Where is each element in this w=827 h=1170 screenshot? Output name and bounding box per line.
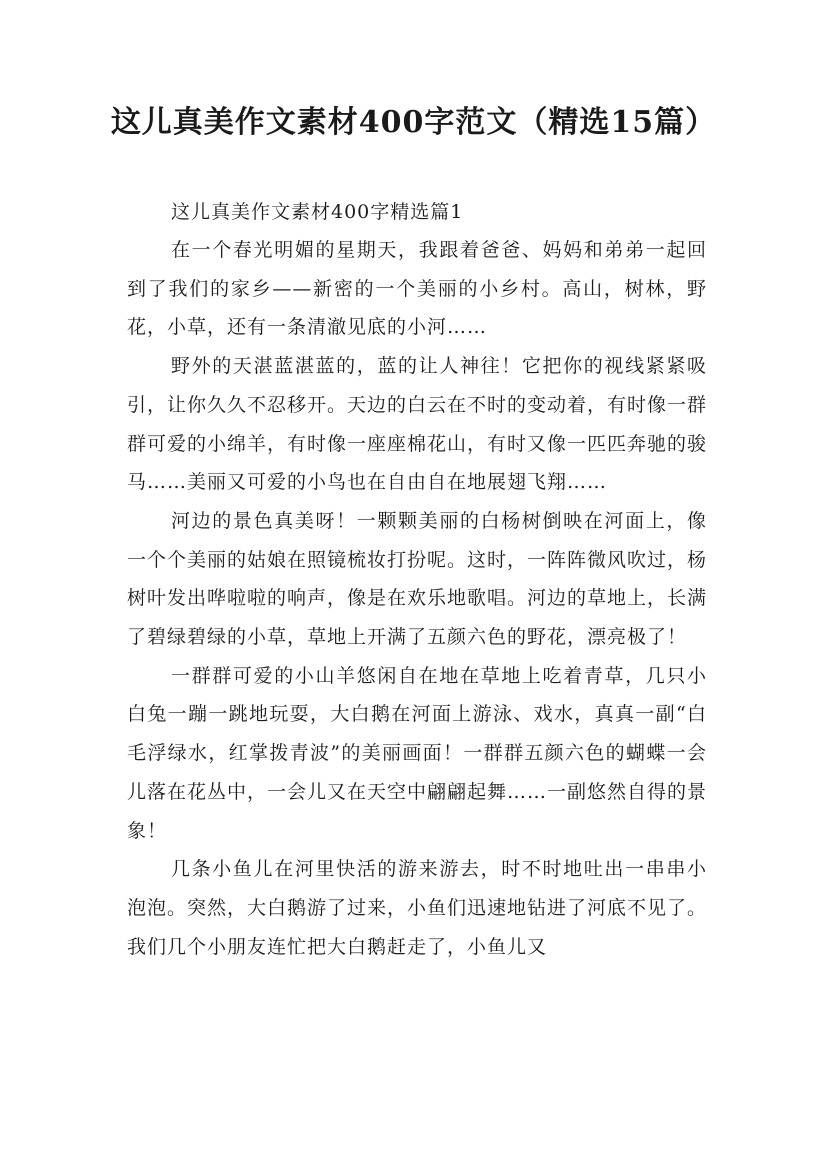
document-title: 这儿真美作文素材400字范文（精选15篇） xyxy=(110,105,717,140)
paragraph-3: 河边的景色真美呀！一颗颗美丽的白杨树倒映在河面上，像一个个美丽的姑娘在照镜梳妆打扮呢。这时，一阵阵微风吹过，杨树叶发出哗啦啦的响声，像是在欢乐地歌唱。河边的草地上，长满了碧绿碧绿的小草，草地上开满了五颜六色的野花，漂亮极了！ xyxy=(127,509,708,649)
document-body xyxy=(127,193,707,966)
paragraph-5: 几条小鱼儿在河里快活的游来游去，时不时地吐出一串串小泡泡。突然，大白鹅游了过来，小鱼们迅速地钻进了河底不见了。我们几个小朋友连忙把大白鹅赶走了，小鱼儿又 xyxy=(127,858,708,958)
paragraph-1: 在一个春光明媚的星期天，我跟着爸爸、妈妈和弟弟一起回到了我们的家乡——新密的一个美丽的小乡村。高山，树林，野花，小草，还有一条清澈见底的小河…… xyxy=(127,239,707,339)
paragraph-2: 野外的天湛蓝湛蓝的，蓝的让人神往！它把你的视线紧紧吸引，让你久久不忍移开。天边的白云在不时的变动着，有时像一群群可爱的小绵羊，有时像一座座棉花山，有时又像一匹匹奔驰的骏马……美丽又可爱的小鸟也在自由自在地展翅飞翔…… xyxy=(127,355,708,494)
paragraph-4: 一群群可爱的小山羊悠闲自在地在草地上吃着青草，几只小白兔一蹦一跳地玩耍，大白鹅在河面上游泳、戏水，真真一副“白毛浮绿水，红掌拨青波”的美丽画面！一群群五颜六色的蝴蝶一会儿落在花丛中，一会儿又在天空中翩翩起舞……一副悠然自得的景象！ xyxy=(127,664,708,842)
section-heading: 这儿真美作文素材400字精选篇1 xyxy=(171,201,464,223)
